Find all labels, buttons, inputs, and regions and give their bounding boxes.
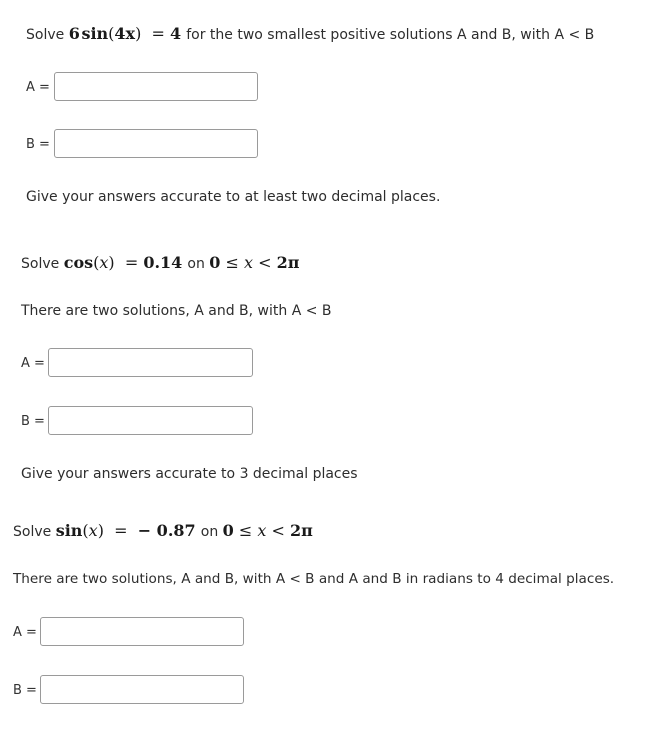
q1-equation: 6 sin(4x) = 4 bbox=[68, 24, 182, 43]
q1-prompt: for the two smallest positive solutions A and B, with A < B bbox=[186, 27, 595, 43]
q2-label-a: A = bbox=[21, 356, 45, 371]
q1-label-b: B = bbox=[26, 137, 50, 152]
q1-answer-a-input[interactable] bbox=[54, 72, 258, 101]
q3-equation: sin(x) = − 0.87 bbox=[55, 521, 196, 540]
q3-answer-b-input[interactable] bbox=[40, 675, 244, 704]
q1-solve-word: Solve bbox=[26, 27, 65, 43]
q2-intro: There are two solutions, A and B, with A < B bbox=[21, 303, 332, 319]
q2-equation: cos(x) = 0.14 bbox=[63, 253, 183, 272]
q2-answer-a-input[interactable] bbox=[48, 348, 253, 377]
q3-label-a: A = bbox=[13, 625, 37, 640]
q2-label-b: B = bbox=[21, 414, 45, 429]
q3-intro: There are two solutions, A and B, with A < B and A and B in radians to 4 decimal places. bbox=[13, 571, 615, 587]
q1-answer-b-input[interactable] bbox=[54, 129, 258, 158]
q3-on-word: on bbox=[200, 524, 219, 540]
q2-instruction: Give your answers accurate to 3 decimal places bbox=[21, 466, 358, 482]
q2-solve-word: Solve bbox=[21, 256, 60, 272]
q2-on-word: on bbox=[187, 256, 205, 272]
q1-instruction: Give your answers accurate to at least two decimal places. bbox=[26, 189, 441, 205]
q2-statement bbox=[21, 253, 299, 272]
q3-interval: 0 ≤ x < 2π bbox=[222, 521, 313, 540]
q1-label-a: A = bbox=[26, 80, 50, 95]
q1-statement bbox=[26, 24, 594, 43]
q2-answer-b-input[interactable] bbox=[48, 406, 253, 435]
q3-statement bbox=[13, 521, 313, 540]
q3-answer-a-input[interactable] bbox=[40, 617, 244, 646]
q2-interval: 0 ≤ x < 2π bbox=[209, 253, 300, 272]
q3-solve-word: Solve bbox=[13, 524, 52, 540]
q3-label-b: B = bbox=[13, 683, 37, 698]
